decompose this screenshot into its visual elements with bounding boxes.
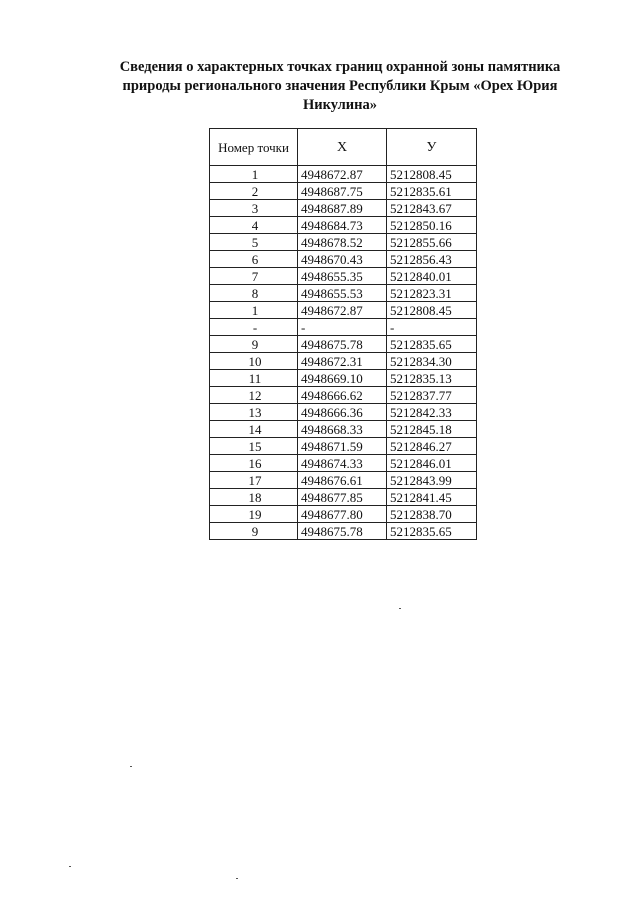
table-row: [210, 455, 477, 472]
cell-x: 4948677.80: [298, 506, 387, 523]
cell-y: 5212841.45: [387, 489, 477, 506]
cell-y: 5212823.31: [387, 285, 477, 302]
cell-point-number: 2: [210, 183, 298, 200]
boundary-points-table: [209, 128, 477, 540]
title-line: Сведения о характерных точках границ охранной зоны памятника: [119, 59, 561, 75]
cell-y: 5212835.65: [387, 336, 477, 353]
cell-point-number: 18: [210, 489, 298, 506]
cell-y: 5212838.70: [387, 506, 477, 523]
cell-y: 5212835.61: [387, 183, 477, 200]
cell-x: 4948675.78: [298, 336, 387, 353]
cell-y: 5212850.16: [387, 217, 477, 234]
cell-point-number: 4: [210, 217, 298, 234]
cell-point-number: 15: [210, 438, 298, 455]
header-point-number: Номер точки: [210, 129, 298, 166]
cell-point-number: 13: [210, 404, 298, 421]
cell-point-number: 9: [210, 523, 298, 540]
cell-x: 4948687.89: [298, 200, 387, 217]
scan-speck: [399, 608, 401, 609]
cell-point-number: 17: [210, 472, 298, 489]
cell-y: 5212840.01: [387, 268, 477, 285]
table-row: [210, 217, 477, 234]
table-row: [210, 200, 477, 217]
cell-x: 4948677.85: [298, 489, 387, 506]
cell-y: 5212808.45: [387, 302, 477, 319]
cell-y: 5212835.65: [387, 523, 477, 540]
table-header-row: [210, 129, 477, 166]
cell-point-number: 3: [210, 200, 298, 217]
cell-y: 5212837.77: [387, 387, 477, 404]
cell-point-number: 11: [210, 370, 298, 387]
cell-x: 4948676.61: [298, 472, 387, 489]
table-row: [210, 285, 477, 302]
cell-y: 5212843.67: [387, 200, 477, 217]
cell-point-number: 1: [210, 302, 298, 319]
cell-x: 4948655.53: [298, 285, 387, 302]
table-row: [210, 251, 477, 268]
title-line: Никулина»: [302, 97, 377, 113]
table-row: [210, 268, 477, 285]
table-row: [210, 353, 477, 370]
table-row: [210, 234, 477, 251]
cell-x: 4948672.87: [298, 302, 387, 319]
table-row: [210, 438, 477, 455]
cell-point-number: -: [210, 319, 298, 336]
cell-y: 5212855.66: [387, 234, 477, 251]
table-row: [210, 183, 477, 200]
cell-point-number: 12: [210, 387, 298, 404]
cell-y: 5212856.43: [387, 251, 477, 268]
cell-point-number: 10: [210, 353, 298, 370]
cell-x: 4948666.62: [298, 387, 387, 404]
cell-point-number: 9: [210, 336, 298, 353]
cell-x: 4948674.33: [298, 455, 387, 472]
scan-speck: [69, 866, 71, 867]
header-y: У: [387, 129, 477, 166]
table-row: [210, 302, 477, 319]
cell-x: 4948678.52: [298, 234, 387, 251]
cell-point-number: 7: [210, 268, 298, 285]
scan-speck: [130, 766, 132, 767]
table-row: [210, 472, 477, 489]
table-row: [210, 387, 477, 404]
table-body: [210, 166, 477, 540]
cell-point-number: 6: [210, 251, 298, 268]
document-title: [90, 58, 590, 115]
table-row: [210, 370, 477, 387]
title-line: природы регионального значения Республики Крым «Орех Юрия: [122, 78, 558, 94]
cell-y: 5212834.30: [387, 353, 477, 370]
cell-x: 4948670.43: [298, 251, 387, 268]
cell-x: 4948675.78: [298, 523, 387, 540]
table-row: [210, 523, 477, 540]
cell-point-number: 1: [210, 166, 298, 183]
cell-point-number: 8: [210, 285, 298, 302]
table-row: [210, 404, 477, 421]
cell-y: 5212845.18: [387, 421, 477, 438]
cell-x: 4948668.33: [298, 421, 387, 438]
table-row: [210, 166, 477, 183]
cell-x: 4948672.87: [298, 166, 387, 183]
header-x: Х: [298, 129, 387, 166]
cell-point-number: 19: [210, 506, 298, 523]
cell-y: -: [387, 319, 477, 336]
cell-x: 4948669.10: [298, 370, 387, 387]
cell-y: 5212846.27: [387, 438, 477, 455]
cell-y: 5212835.13: [387, 370, 477, 387]
cell-x: 4948672.31: [298, 353, 387, 370]
cell-x: 4948671.59: [298, 438, 387, 455]
cell-x: 4948666.36: [298, 404, 387, 421]
cell-x: 4948684.73: [298, 217, 387, 234]
cell-point-number: 14: [210, 421, 298, 438]
table-row: [210, 421, 477, 438]
scan-speck: [236, 878, 238, 879]
cell-point-number: 16: [210, 455, 298, 472]
cell-x: 4948655.35: [298, 268, 387, 285]
cell-y: 5212842.33: [387, 404, 477, 421]
cell-y: 5212846.01: [387, 455, 477, 472]
table-row: [210, 336, 477, 353]
cell-point-number: 5: [210, 234, 298, 251]
cell-y: 5212808.45: [387, 166, 477, 183]
table-row: [210, 489, 477, 506]
cell-x: -: [298, 319, 387, 336]
table-row: [210, 506, 477, 523]
cell-x: 4948687.75: [298, 183, 387, 200]
cell-y: 5212843.99: [387, 472, 477, 489]
table-row: [210, 319, 477, 336]
